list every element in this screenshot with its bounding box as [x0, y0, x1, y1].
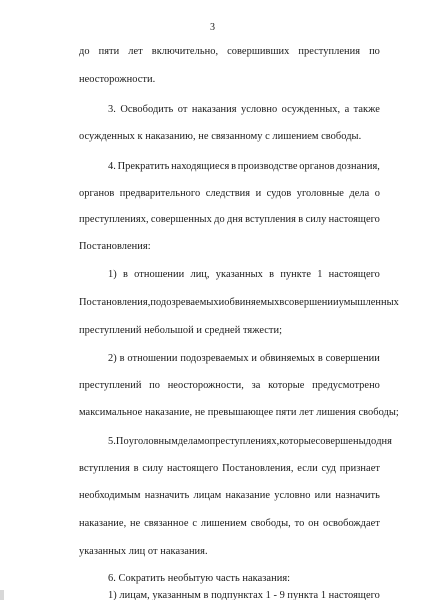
word: в: [203, 590, 209, 600]
text-line-9: [108, 269, 380, 281]
word: настоящего: [328, 590, 380, 600]
word: признает: [339, 463, 380, 474]
text-line-21: [108, 590, 380, 600]
word: настоящего: [328, 269, 380, 280]
word: в: [298, 214, 304, 225]
text-line-20: 6. Сократить необытую часть наказания:: [108, 573, 291, 584]
text-line-7: [79, 214, 380, 226]
word: и: [251, 353, 258, 364]
text-line-15: [108, 436, 392, 448]
word: указанным: [152, 590, 201, 600]
word: которые: [279, 436, 316, 447]
word: следствия: [205, 188, 251, 199]
word: до: [365, 436, 377, 447]
word: в: [231, 161, 237, 172]
word: лиц,: [190, 269, 210, 280]
word: 1: [320, 590, 327, 600]
text-line-18: [79, 518, 380, 530]
word: совершены: [315, 436, 366, 447]
word: -: [273, 590, 277, 600]
word: от: [177, 104, 188, 115]
word: 1): [108, 269, 117, 280]
word: вступления: [79, 463, 130, 474]
word: вступления: [245, 214, 296, 225]
word: органов: [79, 188, 115, 199]
text-line-16: [79, 463, 380, 475]
word: лет: [128, 46, 143, 57]
scan-edge-mark: [0, 590, 4, 600]
word: предварительного: [119, 188, 201, 199]
word: то: [294, 518, 305, 529]
word: дознания,: [336, 161, 380, 172]
word: настоящего: [167, 463, 219, 474]
word: дня: [376, 436, 392, 447]
word: лицам: [193, 490, 222, 501]
word: 9: [279, 590, 285, 600]
text-line-11: преступлений небольшой и средней тяжести;: [79, 325, 283, 336]
text-line-1: [79, 46, 380, 58]
word: освобождает: [322, 518, 380, 529]
text-line-10: [79, 297, 399, 309]
word: Постановления,: [79, 297, 151, 308]
word: пункте: [280, 269, 311, 280]
word: свободы,: [250, 518, 291, 529]
word: 2): [108, 353, 117, 364]
text-line-19: указанных лиц от наказания.: [79, 546, 208, 557]
word: суд: [321, 463, 336, 474]
word: условно: [241, 104, 278, 115]
word: делам: [177, 436, 205, 447]
word: уголовные: [296, 188, 344, 199]
text-line-2: неосторожности.: [79, 74, 156, 85]
word: в: [133, 463, 139, 474]
word: подпунктах: [211, 590, 264, 600]
word: до: [214, 214, 225, 225]
word: неосторожности,: [167, 380, 244, 391]
text-line-17: [79, 490, 380, 502]
page-number: 3: [210, 22, 215, 33]
word: включительно,: [151, 46, 219, 57]
word: назначить: [144, 490, 190, 501]
word: находящиеся: [171, 161, 230, 172]
word: о: [204, 436, 210, 447]
word: в: [122, 269, 128, 280]
word: с: [192, 518, 198, 529]
text-line-4: осужденных к наказанию, не связанному с лишением свободы.: [79, 131, 362, 142]
word: наказания: [191, 104, 237, 115]
word: в: [269, 269, 275, 280]
word: совершенных: [150, 214, 212, 225]
word: отношении: [134, 269, 185, 280]
word: преступлениях,: [209, 436, 280, 447]
word: судов: [266, 188, 292, 199]
word: осужденных,: [281, 104, 341, 115]
word: обвиняемых: [259, 353, 316, 364]
word: преступлениях,: [79, 214, 149, 225]
word: умышленных: [338, 297, 399, 308]
word: указанных: [215, 269, 263, 280]
word: он: [308, 518, 319, 529]
word: 1: [317, 269, 323, 280]
word: 1: [265, 590, 271, 600]
word: и: [255, 188, 262, 199]
word: пяти: [98, 46, 120, 57]
word: лишением: [200, 518, 247, 529]
word: По: [115, 436, 129, 447]
word: дня: [227, 214, 243, 225]
word: дела: [349, 188, 370, 199]
word: Прекратить: [117, 161, 170, 172]
word: отношении: [127, 353, 178, 364]
text-line-5: [108, 161, 380, 173]
word: 5.: [108, 436, 116, 447]
word: наказание,: [79, 518, 127, 529]
word: 1): [108, 590, 117, 600]
word: предусмотрено: [312, 380, 380, 391]
word: наказание: [225, 490, 271, 501]
word: также: [353, 104, 380, 115]
text-line-14: максимальное наказание, не превышающее пяти лет лишения свободы;: [79, 407, 399, 418]
word: необходимым: [79, 490, 141, 501]
word: 4.: [108, 161, 116, 172]
text-line-3: [108, 104, 380, 116]
word: которые: [268, 380, 305, 391]
word: силу: [142, 463, 164, 474]
word: по: [369, 46, 380, 57]
word: до: [79, 46, 90, 57]
word: в: [119, 353, 125, 364]
word: подозреваемых: [150, 297, 219, 308]
word: о: [374, 188, 380, 199]
text-line-8: Постановления:: [79, 241, 151, 252]
word: или: [314, 490, 332, 501]
word: условно: [274, 490, 311, 501]
word: силу: [305, 214, 327, 225]
word: назначить: [335, 490, 380, 501]
text-line-6: [79, 188, 380, 200]
word: в: [279, 297, 285, 308]
word: уголовным: [128, 436, 178, 447]
word: и: [218, 297, 225, 308]
word: органов: [299, 161, 335, 172]
word: преступлений: [79, 380, 142, 391]
word: Освободить: [120, 104, 174, 115]
word: а: [344, 104, 350, 115]
word: в: [317, 353, 323, 364]
word: не: [130, 518, 141, 529]
word: пункта: [287, 590, 319, 600]
text-line-12: [108, 353, 380, 365]
word: настоящего: [328, 214, 380, 225]
word: 3.: [108, 104, 116, 115]
text-line-13: [79, 380, 380, 392]
word: совершении: [284, 297, 339, 308]
word: преступления: [298, 46, 361, 57]
word: подозреваемых: [180, 353, 249, 364]
word: связанное: [144, 518, 189, 529]
word: лицам,: [119, 590, 150, 600]
word: производстве: [237, 161, 298, 172]
word: если: [297, 463, 318, 474]
word: за: [251, 380, 261, 391]
word: по: [149, 380, 161, 391]
word: совершивших: [227, 46, 290, 57]
word: обвиняемых: [224, 297, 280, 308]
word: совершении: [325, 353, 380, 364]
word: Постановления,: [222, 463, 294, 474]
